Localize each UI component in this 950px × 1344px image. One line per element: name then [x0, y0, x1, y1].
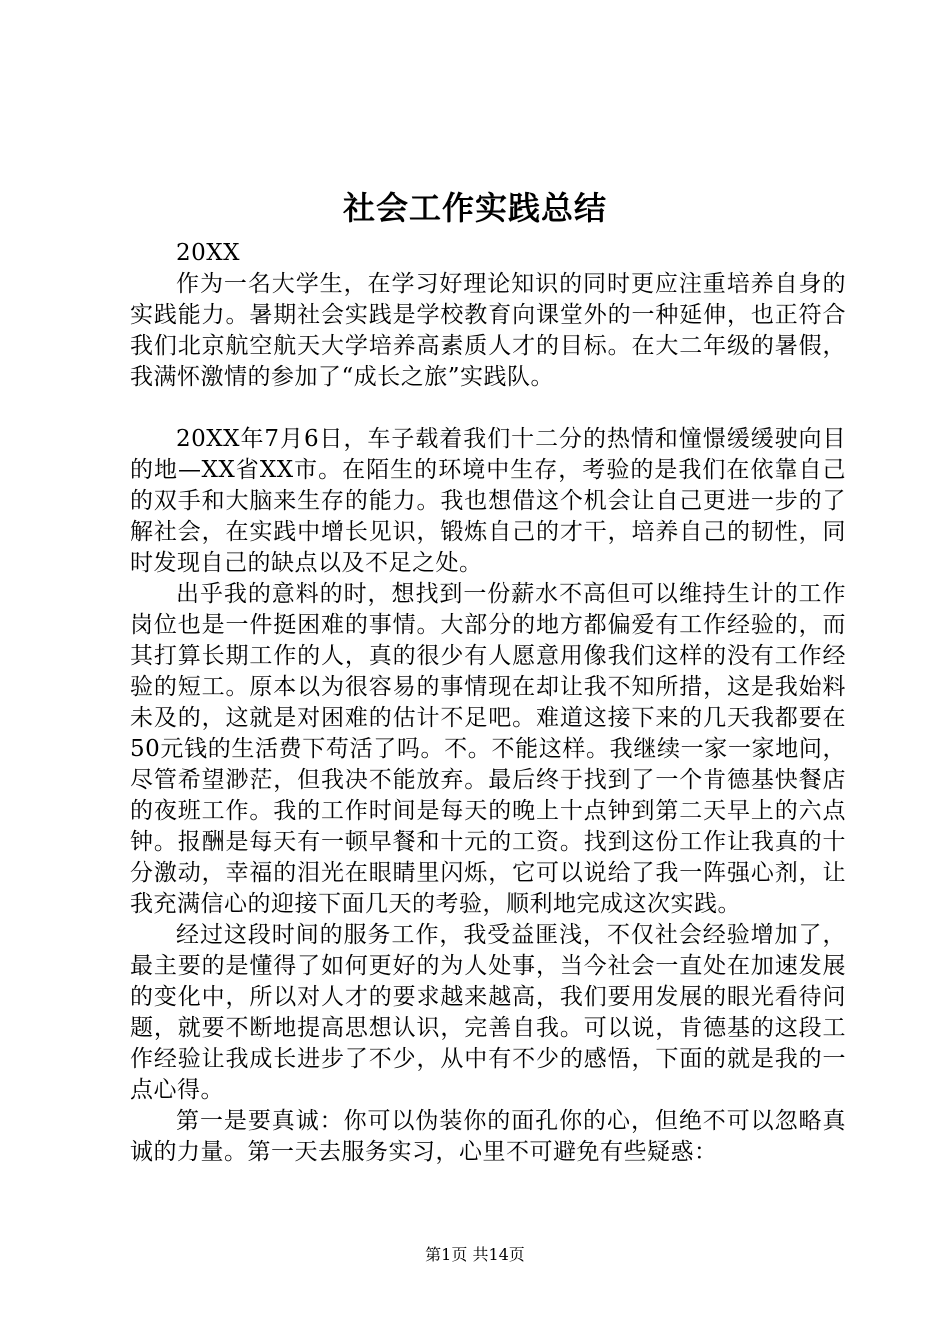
paragraph-date: 20XX — [176, 240, 241, 266]
document-body — [130, 238, 846, 1168]
paragraph-job-search: 出乎我的意料的时，想找到一份薪水不高但可以维持生计的工作岗位也是一件挺困难的事情。大部分的地方都偏爱有工作经验的，而其打算长期工作的人，真的很少有人愿意用像我们这样的没有工作经验的短工。原本以为很容易的事情现在却让我不知所措，这是我始料未及的，这就是对困难的估计不足吧。难道这接下来的几天我都要在50元钱的生活费下苟活了吗。不。不能这样。我继续一家一家地问，尽管希望渺茫，但我决不能放弃。最后终于找到了一个肯德基快餐店的夜班工作。我的工作时间是每天的晚上十点钟到第二天早上的六点钟。报酬是每天有一顿早餐和十元的工资。找到这份工作让我真的十分激动，幸福的泪光在眼睛里闪烁，它可以说给了我一阵强心剂，让我充满信心的迎接下面几天的考验，顺利地完成这次实践。 — [130, 581, 846, 917]
page-number: 第1页 共14页 — [425, 1245, 525, 1264]
paragraph-spacer — [130, 393, 846, 424]
paragraph-intro: 作为一名大学生，在学习好理论知识的同时更应注重培养自身的实践能力。暑期社会实践是学校教育向课堂外的一种延伸，也正符合我们北京航空航天大学培养高素质人才的目标。在大二年级的暑假，我满怀激情的参加了“成长之旅”实践队。 — [130, 271, 846, 390]
document-title: 社会工作实践总结 — [342, 189, 607, 227]
paragraph-sincerity: 第一是要真诚：你可以伪装你的面孔你的心，但绝不可以忽略真诚的力量。第一天去服务实习，心里不可避免有些疑惑： — [130, 1108, 846, 1165]
paragraph-reflection: 经过这段时间的服务工作，我受益匪浅，不仅社会经验增加了，最主要的是懂得了如何更好的为人处事，当今社会一直处在加速发展的变化中，所以对人才的要求越来越高，我们要用发展的眼光看待问题，就要不断地提高思想认识，完善自我。可以说，肯德基的这段工作经验让我成长进步了不少，从中有不少的感悟，下面的就是我的一点心得。 — [130, 922, 846, 1103]
paragraph-departure: 20XX年7月6日，车子载着我们十二分的热情和憧憬缓缓驶向目的地—XX省XX市。在陌生的环境中生存，考验的是我们在依靠自己的双手和大脑来生存的能力。我也想借这个机会让自己更进一步的了解社会，在实践中增长见识，锻炼自己的才干，培养自己的韧性，同时发现自己的缺点以及不足之处。 — [130, 426, 846, 576]
